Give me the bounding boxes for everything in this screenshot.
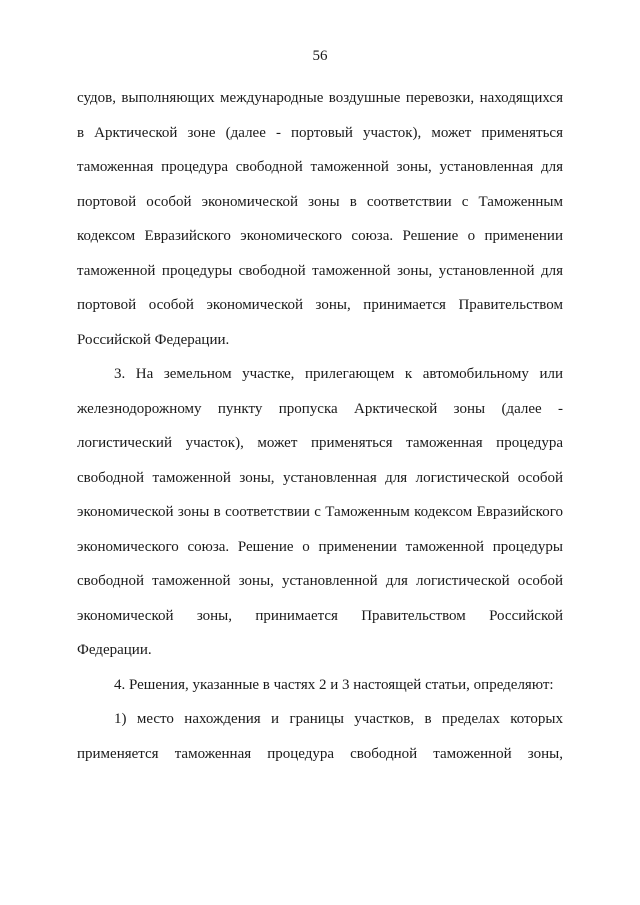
list-item-1: 1) место нахождения и границы участков, в пределах которых применяется таможенная процедура свободной таможенной зоны, — [77, 711, 563, 762]
document-body — [77, 81, 563, 771]
page-number: 56 — [312, 48, 328, 64]
paragraph-continuation: судов, выполняющих международные воздушные перевозки, находящихся в Арктической зоне (далее - портовый участок), может применяться таможенная процедура свободной таможенной зоны, установленная для портовой особой экономической зоны в соответствии с Таможенным кодексом Евразийского экономического союза. Решение о применении таможенной процедуры свободной таможенной зоны, установленной для портовой особой экономической зоны, принимается Правительством Российской Федерации. — [77, 90, 563, 348]
paragraph-part-4: 4. Решения, указанные в частях 2 и 3 настоящей статьи, определяют: — [114, 676, 554, 693]
paragraph-part-3: 3. На земельном участке, прилегающем к автомобильному или железнодорожному пункту пропуска Арктической зоны (далее - логистический участок), может применяться таможенная процедура свободной таможенной зоны, установленная для логистической особой экономической зоны в соответствии с Таможенным кодексом Евразийского экономического союза. Решение о применении таможенной процедуры свободной таможенной зоны, установленной для логистической особой экономической зоны, принимается Правительством Российской Федерации. — [77, 366, 563, 658]
